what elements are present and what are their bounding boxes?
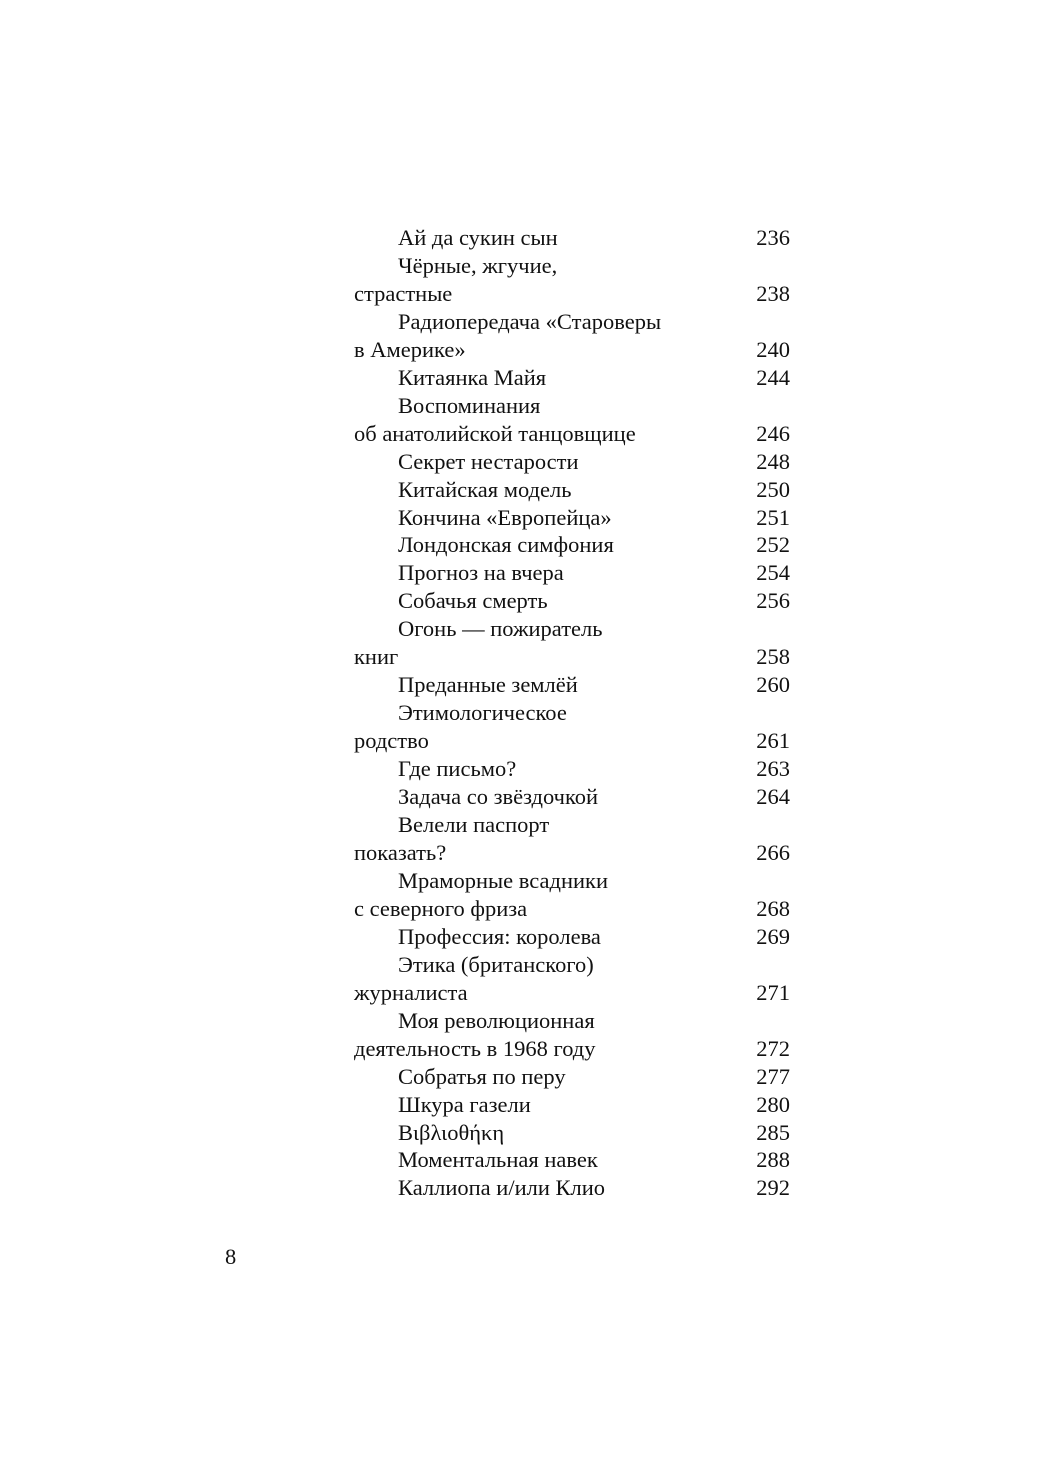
toc-entry	[354, 308, 790, 364]
toc-entry-page: 251	[756, 504, 790, 530]
toc-entry-title: Каллиопа и/или Клио	[398, 1175, 606, 1201]
toc-entry-page: 277	[756, 1063, 790, 1089]
toc-entry-page: 263	[756, 756, 790, 782]
toc-entry-page: 260	[756, 672, 790, 698]
toc-entry-title: Лондонская симфония	[398, 532, 614, 558]
toc-entry-title: Шкура газели	[398, 1091, 531, 1117]
toc-entry-page: 288	[756, 1147, 790, 1173]
toc-entry-page: 272	[756, 1035, 790, 1061]
toc-entry-page: 250	[756, 476, 790, 502]
toc-entry-title: Секрет нестарости	[398, 448, 579, 474]
toc-entry-title: Где письмо?	[398, 756, 517, 782]
toc-entry-page: 264	[756, 784, 790, 810]
toc-entry-title: Преданные землёй	[398, 672, 578, 698]
toc-entry-title: Огонь — пожиратель книг	[354, 616, 603, 670]
toc-entry-title: Кончина «Европейца»	[398, 504, 612, 530]
toc-entry	[354, 476, 790, 504]
toc-entry-page: 248	[756, 448, 790, 474]
toc-entry-page: 254	[756, 560, 790, 586]
toc-entry	[354, 448, 790, 476]
toc-entry-title: Профессия: королева	[398, 923, 601, 949]
toc-entry	[354, 1174, 790, 1202]
toc-entry-page: 268	[756, 895, 790, 921]
toc-entry	[354, 1091, 790, 1119]
toc-entry	[354, 224, 790, 252]
toc-entry	[354, 1063, 790, 1091]
toc-entry-title: Мраморные всадники с северного фриза	[354, 867, 608, 921]
toc-entry-title: Собратья по перу	[398, 1063, 566, 1089]
toc-entry	[354, 671, 790, 699]
toc-entry-page: 236	[756, 225, 790, 250]
toc-entry-page: 261	[756, 728, 790, 754]
toc-entry-title: Собачья смерть	[398, 588, 548, 614]
toc-entry	[354, 504, 790, 532]
toc-entry-page: 246	[756, 420, 790, 446]
toc-entry-page: 258	[756, 644, 790, 670]
toc-entry-title: Китайская модель	[398, 476, 572, 502]
toc-entry	[354, 252, 790, 308]
toc-entry-page: 266	[756, 839, 790, 865]
toc-entry-page: 256	[756, 588, 790, 614]
toc-entry-title: Моментальная навек	[398, 1147, 598, 1173]
toc-entry-page: 252	[756, 532, 790, 558]
toc-entry	[354, 1146, 790, 1174]
toc-entry-title: Чёрные, жгучие, страстные	[354, 252, 558, 306]
toc-entry-page: 244	[756, 364, 790, 390]
toc-entry-title: Этика (британского) журналиста	[354, 951, 594, 1005]
toc-entry-page: 238	[756, 280, 790, 306]
toc-entry-title: Радиопередача «Староверы в Америке»	[354, 308, 662, 362]
toc-entry-title: Моя революционная деятельность в 1968 году	[354, 1007, 596, 1061]
toc-entry-page: 271	[756, 979, 790, 1005]
toc-entry-title: Прогноз на вчера	[398, 560, 564, 586]
toc-entry	[354, 364, 790, 392]
toc-entry	[354, 951, 790, 1007]
table-of-contents	[354, 224, 790, 1202]
toc-entry	[354, 1119, 790, 1147]
toc-entry-page: 292	[756, 1175, 790, 1201]
toc-entry	[354, 587, 790, 615]
toc-entry	[354, 811, 790, 867]
toc-entry	[354, 867, 790, 923]
toc-entry	[354, 1007, 790, 1063]
toc-entry-title: Задача со звёздочкой	[398, 784, 599, 810]
toc-entry-title: Китаянка Майя	[398, 364, 547, 390]
toc-entry	[354, 559, 790, 587]
page-number: 8	[225, 1244, 237, 1269]
toc-entry-title: Воспоминания об анатолийской танцовщице	[354, 392, 636, 446]
toc-entry-page: 240	[756, 336, 790, 362]
toc-entry-title: Этимологическое родство	[354, 700, 567, 754]
toc-entry	[354, 923, 790, 951]
toc-entry	[354, 531, 790, 559]
toc-entry-page: 280	[756, 1091, 790, 1117]
toc-entry	[354, 755, 790, 783]
toc-entry-title: Велели паспорт показать?	[354, 812, 550, 865]
toc-entry-title: Ай да сукин сын	[398, 225, 558, 250]
toc-entry	[354, 783, 790, 811]
toc-entry	[354, 615, 790, 671]
toc-entry-page: 269	[756, 923, 790, 949]
toc-entry	[354, 392, 790, 448]
toc-entry-page: 285	[756, 1119, 790, 1145]
toc-entry	[354, 699, 790, 755]
toc-entry-title: Βιβλιοθήκη	[398, 1119, 505, 1145]
